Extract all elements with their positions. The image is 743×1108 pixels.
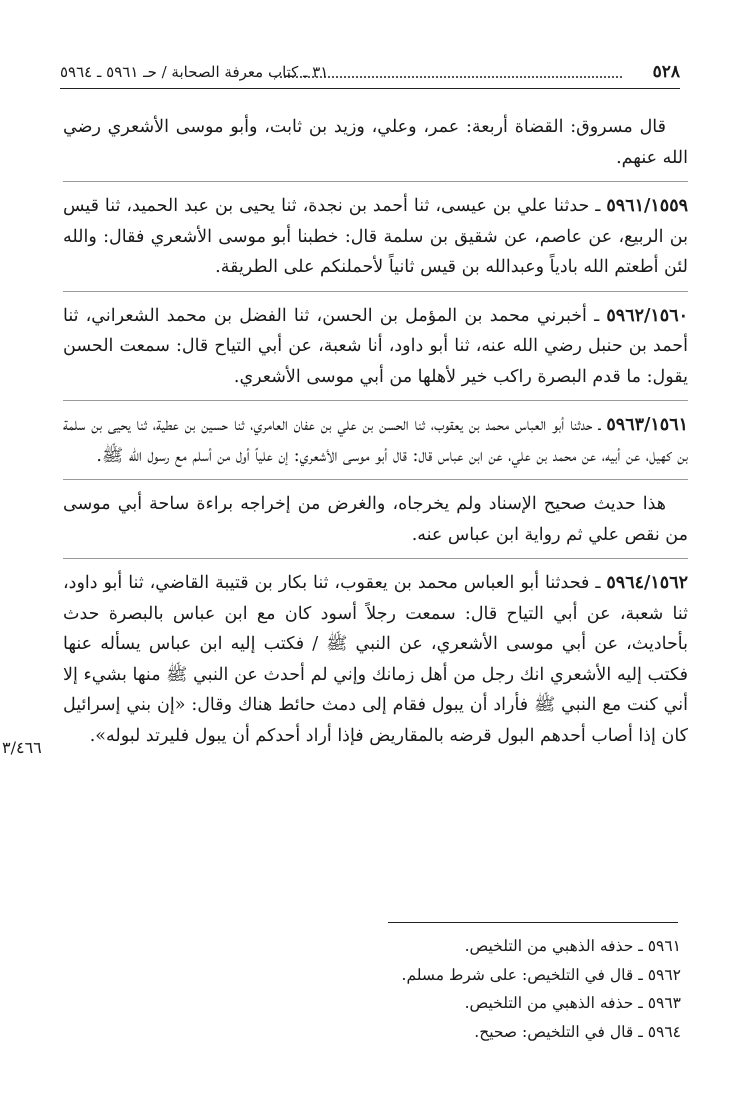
separator [63,400,688,401]
hadith-entry [63,410,688,471]
hadith-entry [63,568,688,751]
paragraph: قال مسروق: القضاة أربعة: عمر، وعلي، وزيد بن ثابت، وأبو موسى الأشعري رضي الله عنهم. [63,117,688,168]
page-header [60,62,680,89]
footnote: ٥٩٦٤ ـ قال في التلخيص: صحيح. [474,1022,681,1041]
main-text [63,112,688,751]
hadith-number: ٥٩٦٢/١٥٦٠ [606,305,688,326]
paragraph: هذا حديث صحيح الإسناد ولم يخرجاه، والغرض من إخراجه براءة ساحة أبي موسى من نقص علي ثم رواية ابن عباس عنه. [63,494,688,545]
footnote: ٥٩٦٣ ـ حذفه الذهبي من التلخيص. [464,994,681,1012]
footnote-rule [388,922,678,923]
hadith-entry [63,301,688,393]
footnotes [81,932,681,1046]
footnote: ٥٩٦٢ ـ قال في التلخيص: على شرط مسلم. [401,965,681,984]
hadith-number: ٥٩٦١/١٥٥٩ [606,196,688,216]
separator [63,181,688,182]
hadith-number: ٥٩٦٤/١٥٦٢ [606,573,688,593]
footnote: ٥٩٦١ ـ حذفه الذهبي من التلخيص. [464,937,681,955]
hadith-text: ـ حدثنا علي بن عيسى، ثنا أحمد بن نجدة، ثنا يحيى بن عبد الحميد، ثنا قيس بن الربيع، عن عاصم، عن شقيق بن سلمة قال: خطبنا أبو موسى الأشعري فقال: والله لئن أطعتم الله بادياً وعبدالله بن قيس ثانياً لأحملنكم على الطريقة. [63,196,688,277]
page-number: ٥٢٨ [652,62,680,82]
hadith-text: ـ فحدثنا أبو العباس محمد بن يعقوب، ثنا بكار بن قتيبة القاضي، ثنا أبو داود، ثنا شعبة، عن أبي التياح قال: سمعت رجلاً أسود كان مع ابن عباس بالبصرة حدث بأحاديث، عن أبي موسى الأشعري، عن النبي ﷺ / فكتب إليه ابن عباس يسأله عنها فكتب إليه الأشعري انك رجل من أهل زمانك وإني لم أحدث عن النبي ﷺ منها بشيء إلا أني كنت مع النبي ﷺ فأراد أن يبول فقام إلى دمث حائط هناك وقال: «إن بني إسرائيل كان إذا أصاب أحدهم البول قرضه بالمقاريض فإذا أراد أحدكم أن يبول فليرتد لبوله». [63,573,688,746]
running-title: ٣١ ـ كتاب معرفة الصحابة / حـ ٥٩٦١ ـ ٥٩٦٤ [60,63,329,81]
hadith-entry [63,191,688,283]
hadith-text: ـ أخبرني محمد بن المؤمل بن الحسن، ثنا الفضل بن محمد الشعراني، ثنا أحمد بن حنبل رضي الله عنه، ثنا أبو داود، أنا شعبة، عن أبي التياح قال: سمعت الحسن يقول: ما قدم البصرة راكب خير لأهلها من أبي موسى الأشعري. [63,305,688,387]
margin-reference: ٣/٤٦٦ [2,738,42,757]
separator [63,479,688,480]
separator [63,558,688,559]
hadith-number: ٥٩٦٣/١٥٦١ [606,415,688,435]
hadith-text: ـ حدثنا أبو العباس محمد بن يعقوب، ثنا الحسن بن علي بن عفان العامري، ثنا حسين بن عطية، ثنا يحيى بن سلمة بن كهيل، عن أبيه، عن محمد بن علي، عن ابن عباس قال: قال أبو موسى الأشعري: إن علياً أول من أسلم مع رسول الله ﷺ. [63,415,688,466]
separator [63,291,688,292]
